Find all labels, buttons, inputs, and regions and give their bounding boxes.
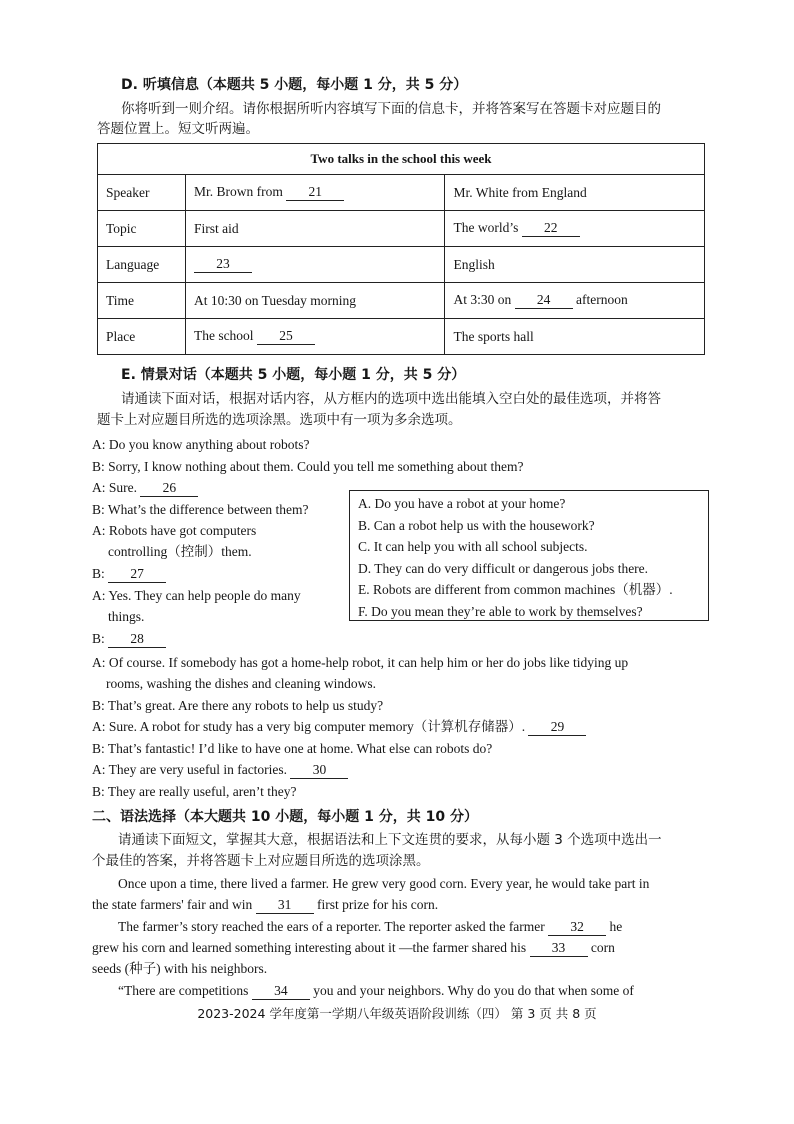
passage-line [118, 982, 634, 1000]
cell-text: At 3:30 on [453, 292, 515, 307]
answer-blank-25[interactable]: 25 [257, 328, 315, 345]
passage-text: first prize for his corn. [313, 897, 439, 912]
dialogue-line [92, 761, 348, 779]
option-a: A. Do you have a robot at your home? [358, 496, 566, 511]
passage-line [92, 939, 615, 957]
passage-line [118, 918, 622, 936]
dialogue-line [92, 718, 586, 736]
cell [445, 175, 705, 211]
cell [185, 283, 445, 319]
cell-text: Mr. White from England [453, 184, 587, 200]
cell-text: English [453, 256, 495, 272]
row-label: Speaker [98, 175, 186, 211]
cell [185, 319, 445, 355]
answer-blank-23[interactable]: 23 [194, 256, 252, 273]
option-e: E. Robots are different from common machines（机器）. [358, 582, 673, 597]
cell [185, 175, 445, 211]
cell-text: First aid [193, 220, 239, 236]
answer-blank-26[interactable]: 26 [140, 480, 198, 497]
answer-blank-31[interactable]: 31 [256, 897, 314, 914]
passage-line: seeds (种子) with his neighbors. [92, 961, 268, 976]
dialogue-text: B: [92, 631, 109, 646]
cell-text: At 10:30 on Tuesday morning [193, 292, 356, 308]
option-f: F. Do you mean they’re able to work by themselves? [358, 603, 643, 619]
section-2-heading: 二、语法选择（本大题共 10 小题，每小题 1 分，共 10 分） [92, 809, 478, 825]
section-2-instruction-2: 个最佳的答案，并将答题卡上对应题目所选的选项涂黑。 [92, 853, 430, 869]
dialogue-line: A: Do you know anything about robots? [92, 437, 310, 452]
passage-text: grew his corn and learned something interesting about it —the farmer shared his [92, 940, 530, 955]
table-row [98, 319, 705, 355]
section-2-instruction-1: 请通读下面短文，掌握其大意，根据语法和上下文连贯的要求，从每小题 3 个选项中选出一 [118, 832, 662, 848]
dialogue-text: B: [92, 566, 109, 581]
option-c: C. It can help you with all school subjects. [358, 539, 588, 554]
row-label: Time [98, 283, 186, 319]
answer-blank-22[interactable]: 22 [522, 220, 580, 237]
dialogue-line: A: Of course. If somebody has got a home-help robot, it can help him or her do jobs like tidying up [92, 655, 629, 670]
section-e-heading: E. 情景对话（本题共 5 小题，每小题 1 分，共 5 分） [121, 367, 466, 383]
table-title-row [98, 144, 705, 175]
section-d-instruction-2: 答题位置上。短文听两遍。 [97, 121, 259, 137]
cell [445, 211, 705, 247]
cell [445, 247, 705, 283]
section-e-instruction-1: 请通读下面对话，根据对话内容，从方框内的选项中选出能填入空白处的最佳选项，并将答 [121, 391, 661, 407]
answer-blank-29[interactable]: 29 [528, 719, 586, 736]
table-row [98, 175, 705, 211]
dialogue-text: A: Sure. [92, 480, 141, 495]
section-d-instruction-1: 你将听到一则介绍。请你根据所听内容填写下面的信息卡，并将答案写在答题卡对应题目的 [121, 101, 661, 117]
options-box [349, 490, 709, 621]
cell-text: The world’s [453, 220, 522, 235]
passage-text: he [606, 919, 623, 934]
answer-blank-27[interactable]: 27 [108, 566, 166, 583]
passage-text: the state farmers' fair and win [92, 897, 256, 912]
dialogue-text: A: They are very useful in factories. [92, 762, 291, 777]
row-label: Language [98, 247, 186, 283]
dialogue-line [92, 479, 198, 497]
dialogue-line [92, 630, 166, 648]
passage-text: you and your neighbors. Why do you do that when some of [309, 983, 634, 998]
dialogue-line: B: Sorry, I know nothing about them. Could you tell me something about them? [92, 459, 524, 474]
answer-blank-28[interactable]: 28 [108, 631, 166, 648]
table-row [98, 283, 705, 319]
table-row [98, 247, 705, 283]
answer-blank-21[interactable]: 21 [286, 184, 344, 201]
dialogue-line: B: What’s the difference between them? [92, 502, 309, 517]
section-d-heading: D. 听填信息（本题共 5 小题，每小题 1 分，共 5 分） [121, 77, 468, 93]
dialogue-line [92, 565, 166, 583]
info-card-table [97, 143, 705, 355]
answer-blank-24[interactable]: 24 [515, 292, 573, 309]
dialogue-line: A: Robots have got computers [92, 523, 257, 538]
dialogue-line: controlling（控制）them. [108, 544, 252, 559]
passage-text: The farmer’s story reached the ears of a reporter. The reporter asked the farmer [118, 919, 549, 934]
row-label: Topic [98, 211, 186, 247]
passage-line: Once upon a time, there lived a farmer. He grew very good corn. Every year, he would take part in [118, 876, 650, 891]
passage-line [92, 896, 438, 914]
option-b: B. Can a robot help us with the housework? [358, 517, 595, 533]
dialogue-line: B: That’s fantastic! I’d like to have one at home. What else can robots do? [92, 741, 493, 756]
cell-text: Mr. Brown from [193, 184, 287, 199]
section-e-instruction-2: 题卡上对应题目所选的选项涂黑。选项中有一项为多余选项。 [97, 412, 462, 428]
answer-blank-34[interactable]: 34 [252, 983, 310, 1000]
dialogue-line: things. [108, 609, 145, 624]
answer-blank-33[interactable]: 33 [530, 940, 588, 957]
cell-text: afternoon [572, 292, 628, 307]
row-label: Place [98, 319, 186, 355]
table-title: Two talks in the school this week [98, 144, 705, 175]
dialogue-line: A: Yes. They can help people do many [92, 588, 301, 603]
answer-blank-30[interactable]: 30 [290, 762, 348, 779]
cell [185, 211, 445, 247]
dialogue-line: B: They are really useful, aren’t they? [92, 784, 297, 799]
dialogue-text: A: Sure. A robot for study has a very big computer memory（计算机存储器）. [92, 719, 529, 734]
cell [185, 247, 445, 283]
cell-text: The school [193, 328, 257, 343]
passage-text: corn [587, 940, 615, 955]
passage-text: “There are competitions [118, 983, 252, 998]
dialogue-line: rooms, washing the dishes and cleaning windows. [106, 676, 376, 691]
answer-blank-32[interactable]: 32 [548, 919, 606, 936]
page-footer: 2023-2024 学年度第一学期八年级英语阶段训练（四） 第 3 页 共 8 页 [197, 1006, 597, 1021]
table-row [98, 211, 705, 247]
cell [445, 319, 705, 355]
cell-text: The sports hall [453, 328, 534, 344]
dialogue-line: B: That’s great. Are there any robots to help us study? [92, 698, 384, 713]
cell [445, 283, 705, 319]
option-d: D. They can do very difficult or dangerous jobs there. [358, 560, 649, 576]
